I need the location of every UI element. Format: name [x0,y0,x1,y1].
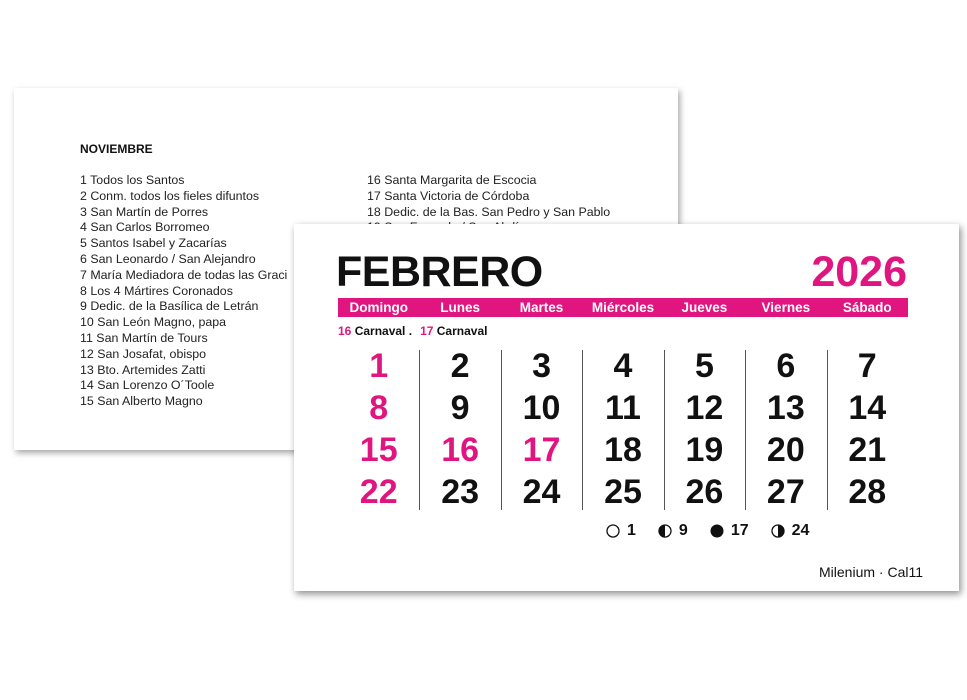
saint-entry: 1 Todos los Santos [80,173,185,187]
last-quarter-moon-icon [771,524,785,538]
saint-entry: 11 San Martín de Tours [80,330,208,345]
weekday-label: Jueves [681,300,728,315]
moon-phase-day: 17 [730,522,749,539]
back-month-title: NOVIEMBRE [80,142,153,156]
saint-entry: 12 San Josafat, obispo [80,346,207,361]
day-cell: 5 [694,347,714,385]
new-moon-icon [710,524,724,538]
brand-label: Milenium · Cal11 [819,564,923,580]
saint-entry: 6 San Leonardo / San Alejandro [80,251,256,266]
saint-entry: 16 Santa Margarita de Escocia [367,173,537,187]
column-divider [745,350,746,510]
weekday-header-bar [338,298,908,317]
moon-phase-day: 24 [791,522,810,539]
holiday-name: Carnaval [433,324,488,338]
saint-entry: 13 Bto. Artemides Zatti [80,362,206,377]
saint-entry: 7 María Mediadora de todas las Graci [80,267,288,282]
column-divider [419,350,420,510]
day-cell: 4 [613,347,633,385]
days-grid [338,345,908,513]
month-title: FEBRERO [336,248,543,296]
weekday-label: Domingo [349,300,408,315]
week-row [338,345,908,387]
saint-entry: 14 San Lorenzo O´Toole [80,378,215,393]
day-cell: 24 [522,473,561,511]
day-cell: 25 [604,473,642,511]
saint-entry: 2 Conm. todos los fieles difuntos [80,188,260,203]
holidays-line [338,324,495,338]
week-row [338,471,908,513]
day-cell: 13 [766,389,805,427]
day-cell: 28 [848,473,887,511]
day-cell: 18 [604,431,642,469]
day-cell: 11 [605,389,641,427]
column-divider [582,350,583,510]
holiday-name: Carnaval . [351,324,413,338]
day-cell: 6 [776,347,796,385]
saint-entry: 15 San Alberto Magno [80,394,203,409]
day-cell: 23 [441,473,480,511]
saint-entry: 3 San Martín de Porres [80,204,209,219]
moon-phase [710,522,749,540]
moon-phase [658,522,688,540]
saint-entry: 17 Santa Victoria de Córdoba [367,188,530,203]
weekday-label: Miércoles [591,300,655,315]
saints-column-1 [80,173,287,410]
day-cell: 27 [766,473,805,511]
day-cell: 9 [450,389,470,427]
day-cell: 3 [532,347,552,385]
holiday-entry [420,324,495,338]
moon-phase-day: 1 [627,522,636,539]
day-cell: 14 [848,389,887,427]
saint-entry: 8 Los 4 Mártires Coronados [80,283,233,298]
day-cell: 7 [857,347,877,385]
day-cell: 15 [359,431,398,469]
holiday-entry [338,324,420,338]
weekday-label: Lunes [440,300,481,315]
day-cell: 17 [522,431,561,469]
moon-phases [606,522,809,540]
day-cell: 8 [369,389,389,427]
saint-entry: 4 San Carlos Borromeo [80,220,210,235]
column-divider [501,350,502,510]
front-calendar-card [294,224,959,591]
weekday-label: Viernes [761,300,811,315]
saint-entry: 5 Santos Isabel y Zacarías [80,236,227,251]
holiday-day: 17 [420,324,434,338]
day-cell: 19 [685,431,724,469]
day-cell: 12 [685,389,724,427]
column-divider [827,350,828,510]
holiday-day: 16 [338,324,352,338]
week-row [338,429,908,471]
saint-entry: 10 San León Magno, papa [80,315,227,330]
year-title: 2026 [811,248,907,296]
day-cell: 20 [766,431,805,469]
moon-phase [606,522,636,540]
weekday-label: Martes [519,300,564,315]
column-divider [664,350,665,510]
saint-entry: 9 Dedic. de la Basílica de Letrán [80,299,259,314]
day-cell: 2 [450,347,470,385]
saint-entry: 18 Dedic. de la Bas. San Pedro y San Pablo [367,204,611,219]
first-quarter-moon-icon [658,524,672,538]
full-moon-icon [606,524,620,538]
day-cell: 10 [522,389,561,427]
day-cell: 22 [359,473,398,511]
weekday-label: Sábado [842,300,892,315]
day-cell: 26 [685,473,724,511]
day-cell: 21 [848,431,887,469]
moon-phase [771,522,810,540]
day-cell: 16 [441,431,480,469]
day-cell: 1 [369,347,389,385]
moon-phase-day: 9 [678,522,688,539]
week-row [338,387,908,429]
